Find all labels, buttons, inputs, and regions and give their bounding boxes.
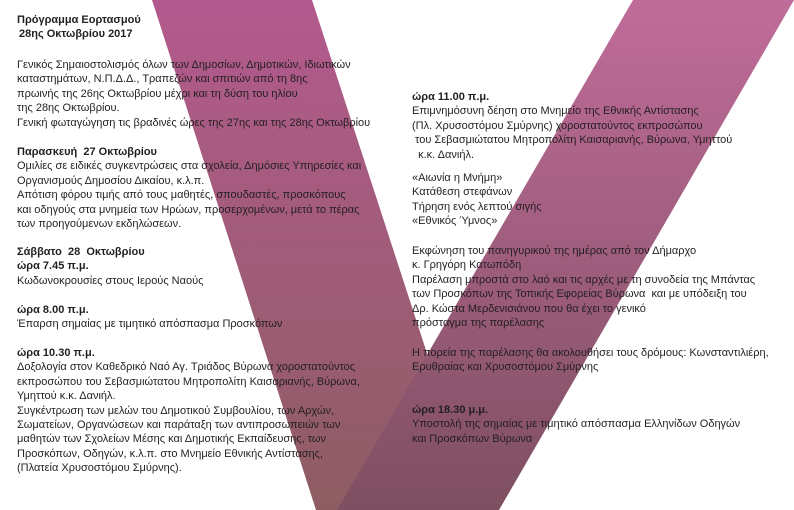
friday-line: Ομιλίες σε ειδικές συγκεντρώσεις στα σχολεία, Δημόσιες Υπηρεσίες και: [17, 160, 362, 173]
intro-line: της 28ης Οκτωβρίου.: [17, 102, 120, 115]
event-line: Έπαρση σημαίας με τιμητικό απόσπασμα Προσκόπων: [17, 318, 283, 331]
friday-line: και οδηγούς στα μνημεία των Ηρώων, προσερχομένων, μετά το πέρας: [17, 203, 360, 216]
program-title-text: Πρόγραμμα Εορτασμού: [17, 14, 141, 26]
event-line: κ.κ. Δανιήλ.: [412, 148, 474, 161]
event-1830: [412, 403, 740, 446]
event-line: Επιμνημόσυνη δέηση στο Μνημείο της Εθνικής Αντίστασης: [412, 105, 699, 118]
speech-line: των Προσκόπων της Τοπικής Εφορείας Βύρωνα και με υπόδειξη του: [412, 288, 747, 301]
event-line: Προσκόπων, Οδηγών, κ.λ.π. στο Μνημείο Εθνικής Αντίστασης,: [17, 447, 323, 460]
time-1100: ώρα 11.00 π.μ.: [412, 91, 490, 103]
event-line: εκπροσώπου του Σεβασμιώτατου Μητροπολίτη Καισαριανής, Βύρωνα,: [17, 375, 360, 388]
ceremony-line: «Εθνικός Ύμνος»: [412, 215, 498, 228]
event-line: και Προσκόπων Βύρωνα: [412, 432, 533, 445]
route-line: Ερυθραίας και Χρυσοστόμου Σμύρνης: [412, 361, 599, 374]
intro-line: πρωινής της 26ης Οκτωβρίου μέχρι και τη δύση του ηλίου: [17, 87, 298, 100]
speech-line: Δρ. Κώστα Μερδενισιάνου που θα έχει το γενικό: [412, 302, 646, 315]
time-1030: ώρα 10.30 π.μ.: [17, 347, 95, 359]
speech-line: πρόσταγμα της παρέλασης: [412, 317, 545, 330]
intro-line: Γενική φωταγώγηση τις βραδινές ώρες της 27ης και της 28ης Οκτωβρίου: [17, 116, 371, 129]
time-1830: ώρα 18.30 μ.μ.: [412, 404, 489, 416]
event-1030: [17, 346, 360, 476]
time-0800: ώρα 8.00 π.μ.: [17, 304, 89, 316]
event-0800: [17, 303, 282, 332]
friday-line: των προηγούμενων εκδηλώσεων.: [17, 218, 182, 231]
intro-line: καταστημάτων, Ν.Π.Δ.Δ., Τραπεζών και σπιτιών από τη 8ης: [17, 73, 308, 86]
event-line: Σωματείων, Οργανώσεων και παράταξη των αντιπροσωπειών των: [17, 419, 341, 432]
speech-line: κ. Γρηγόρη Κατωπόδη: [412, 259, 522, 272]
route-block: [412, 346, 769, 375]
saturday-block: [17, 245, 203, 288]
time-0745: ώρα 7.45 π.μ.: [17, 260, 89, 273]
speech-line: Παρέλαση μπροστά στο λαό και τις αρχές με τη συνοδεία της Μπάντας: [412, 273, 756, 286]
event-line: (Πλ. Χρυσοστόμου Σμύρνης) χοροστατούντος εκπροσώπου: [412, 119, 703, 132]
friday-line: Οργανισμούς Δημοσίου Δικαίου, κ.λ.π.: [17, 174, 205, 187]
speech-line: Εκφώνηση του πανηγυρικού της ημέρας από τον Δήμαρχο: [412, 245, 697, 257]
saturday-heading: Σάββατο 28 Οκτωβρίου: [17, 246, 145, 258]
event-line: Δοξολογία στον Καθεδρικό Ναό Αγ. Τριάδος Βύρωνα χοροστατούντος: [17, 361, 356, 374]
event-line: (Πλατεία Χρυσοστόμου Σμύρνης).: [17, 462, 182, 475]
ceremony-line: Τήρηση ενός λεπτού σιγής: [412, 200, 542, 213]
friday-block: [17, 145, 361, 231]
speech-block: [412, 244, 755, 330]
event-line: του Σεβασμιώτατου Μητροπολίτη Καισαριανής, Βύρωνα, Υμηττού: [412, 134, 733, 147]
ceremony-line: Κατάθεση στεφάνων: [412, 186, 513, 199]
program-title: [17, 13, 141, 42]
program-date: 28ης Οκτωβρίου 2017: [19, 28, 133, 41]
friday-heading: Παρασκευή 27 Οκτωβρίου: [17, 146, 157, 158]
friday-line: Απότιση φόρου τιμής από τους μαθητές, σπουδαστές, προσκόπους: [17, 189, 346, 202]
event-line: Υμηττού κ.κ. Δανιήλ.: [17, 390, 116, 403]
intro-block: [17, 58, 370, 130]
ceremony-block: [412, 171, 542, 229]
event-line: Υποστολή της σημαίας με τιμητικό απόσπασμα Ελληνίδων Οδηγών: [412, 418, 741, 431]
intro-line: Γενικός Σημαιοστολισμός όλων των Δημοσίων, Δημοτικών, Ιδιωτικών: [17, 59, 351, 71]
event-line: Κωδωνοκρουσίες στους Ιερούς Ναούς: [17, 274, 204, 287]
event-line: μαθητών των Σχολείων Μέσης και Δημοτικής Εκπαίδευσης, των: [17, 433, 326, 446]
ceremony-line: «Αιωνία η Μνήμη»: [412, 172, 503, 184]
route-line: Η πορεία της παρέλασης θα ακολουθήσει τους δρόμους: Κωνσταντιλιέρη,: [412, 347, 769, 359]
event-1100: [412, 90, 732, 162]
event-line: Συγκέντρωση των μελών του Δημοτικού Συμβουλίου, των Αρχών,: [17, 404, 335, 417]
